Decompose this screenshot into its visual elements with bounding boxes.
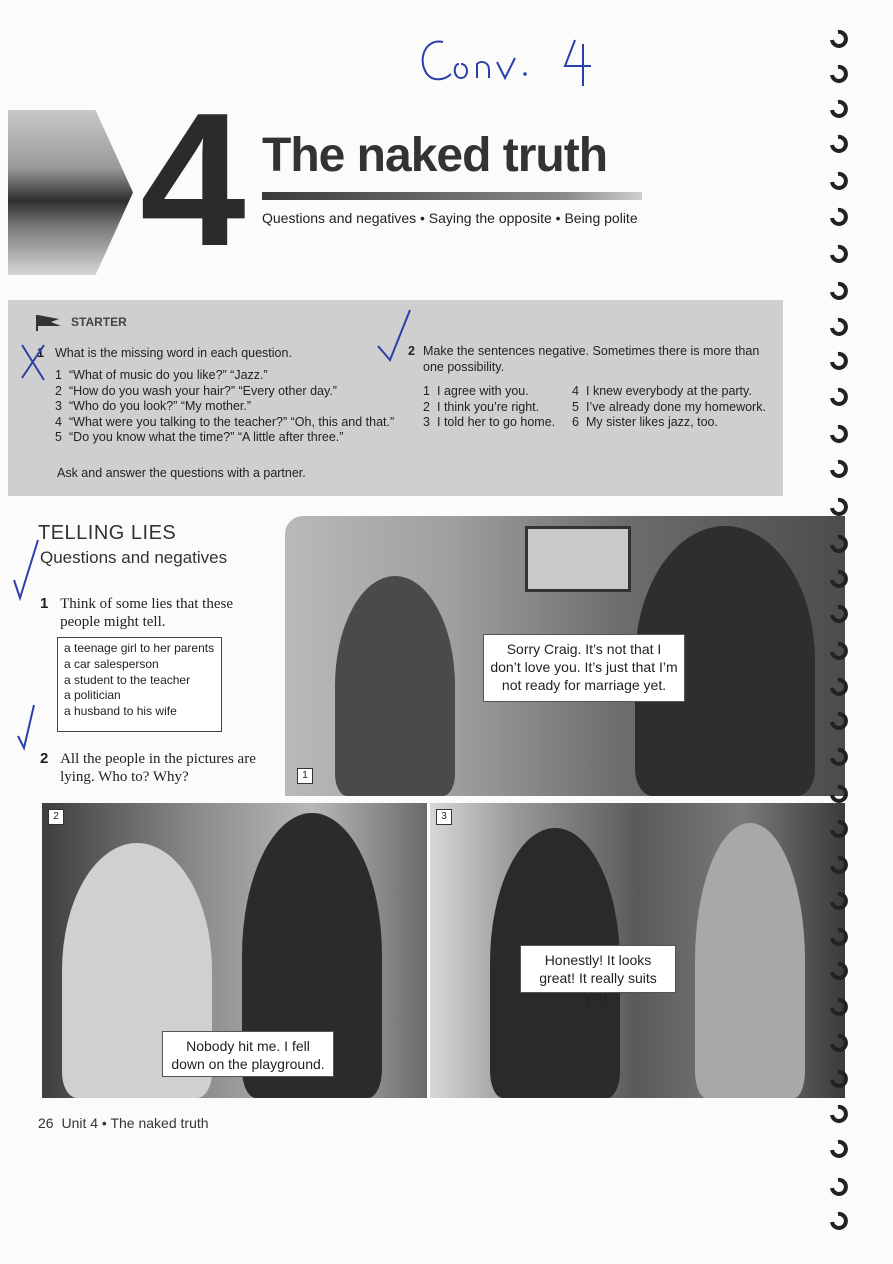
photo-2-label: 2	[48, 809, 64, 825]
unit-number: 4	[140, 74, 240, 286]
page-subtitle: Questions and negatives • Saying the opposite • Being polite	[262, 210, 638, 226]
photo-3-label: 3	[436, 809, 452, 825]
list-item: 3 “Who do you look?” “My mother.”	[55, 399, 252, 413]
page-number: 26	[38, 1115, 54, 1131]
starter-q1-list	[55, 368, 394, 446]
list-item: a husband to his wife	[64, 704, 177, 719]
list-item: 2 “How do you wash your hair?” “Every other day.”	[55, 383, 337, 398]
list-item: 3 I told her to go home.	[423, 415, 556, 429]
photo-1	[285, 516, 845, 796]
photo-3	[430, 803, 845, 1098]
lie-list-box	[57, 637, 222, 732]
section-subheading: Questions and negatives	[40, 548, 228, 567]
speech-bubble-2: Nobody hit me. I fell down on the playground.	[162, 1031, 334, 1077]
photo-1-painting	[525, 526, 631, 592]
starter-tab	[35, 313, 135, 333]
speech-bubble-1: Sorry Craig. It’s not that I don’t love you. It’s just that I’m not ready for marriage yet.	[483, 634, 685, 702]
starter-label: STARTER	[71, 315, 127, 329]
starter-q2-col2	[572, 384, 766, 431]
speech-bubble-3: Honestly! It looks great! It really suits you.	[520, 945, 676, 993]
banner-photo	[8, 110, 133, 275]
exercise-2	[40, 750, 275, 786]
footer-text: Unit 4 • The naked truth	[61, 1115, 209, 1131]
page-title: The naked truth	[262, 129, 608, 182]
starter-q1-number: 1	[37, 346, 44, 360]
handwritten-note	[415, 30, 615, 90]
page-footer	[38, 1115, 209, 1131]
starter-q1-text: What is the missing word in each question.	[55, 346, 292, 360]
list-item: a politician	[64, 688, 121, 703]
exercise-1-number: 1	[40, 595, 49, 612]
exercise-2-number: 2	[40, 750, 49, 767]
photo-2	[42, 803, 427, 1098]
list-item: 1 I agree with you.	[423, 384, 529, 398]
photo-3-woman-right	[695, 823, 805, 1098]
list-item: 1 “What of music do you like?” “Jazz.”	[55, 368, 268, 382]
spiral-binding	[818, 0, 893, 1264]
exercise-2-text: All the people in the pictures are lying. Who to? Why?	[60, 751, 256, 785]
starter-q2-prompt: Make the sentences negative. Sometimes there is more than one possibility.	[423, 344, 760, 374]
list-item: 4 “What were you talking to the teacher?” “Oh, this and that.”	[55, 414, 395, 429]
title-underline	[262, 192, 642, 200]
photo-1-woman	[335, 576, 455, 796]
starter-q2-number: 2	[408, 344, 415, 358]
list-item: a car salesperson	[64, 656, 159, 671]
section-heading: TELLING LIES	[38, 522, 177, 544]
list-item: 2 I think you’re right.	[423, 399, 540, 414]
starter-q1-footer: Ask and answer the questions with a partner.	[57, 466, 306, 480]
list-item: a teenage girl to her parents	[64, 641, 215, 655]
list-item: 5 I’ve already done my homework.	[572, 399, 766, 414]
exercise-1-text: Think of some lies that these people might tell.	[60, 596, 233, 630]
exercise-1	[40, 595, 270, 631]
flag-icon	[35, 313, 65, 331]
list-item: 5 “Do you know what the time?” “A little after three.”	[55, 430, 344, 444]
list-item: 6 My sister likes jazz, too.	[572, 415, 718, 429]
list-item: a student to the teacher	[64, 672, 191, 687]
starter-q2-col1	[423, 384, 555, 431]
list-item: 4 I knew everybody at the party.	[572, 384, 752, 398]
starter-q1-prompt	[37, 346, 292, 362]
photo-1-label: 1	[297, 768, 313, 784]
